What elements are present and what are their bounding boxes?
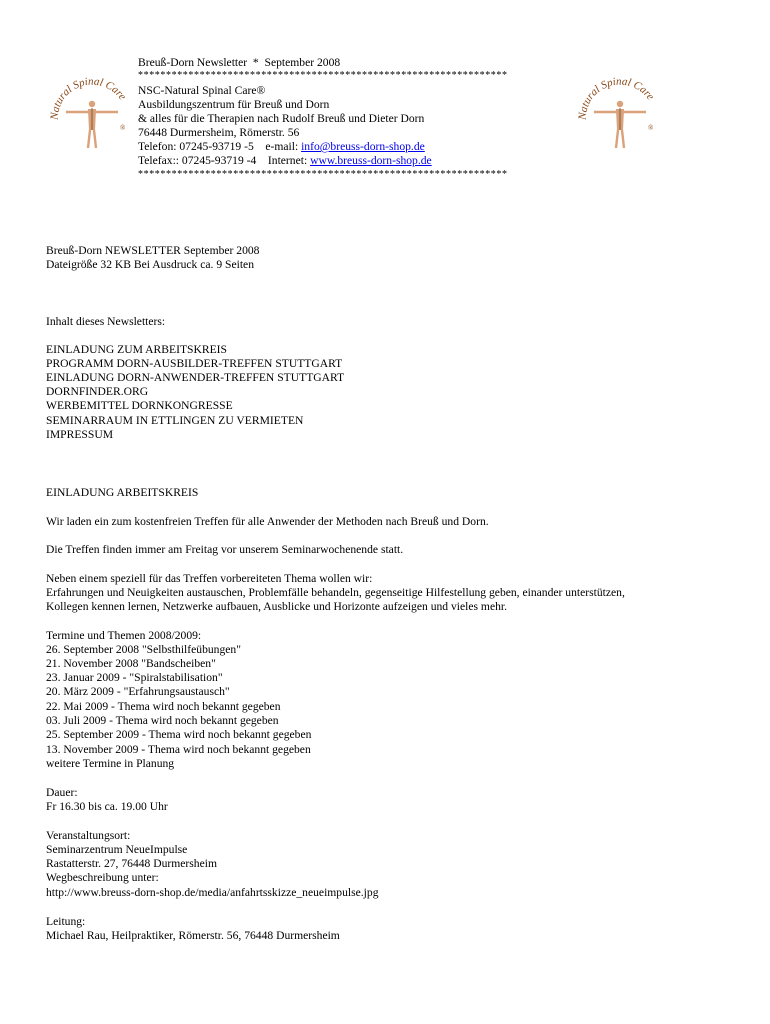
date-item: 25. September 2009 - Thema wird noch bekannt gegeben [46, 728, 312, 741]
newsletter-title-line: Breuß-Dorn Newsletter * September 2008 [138, 56, 341, 69]
logo-mark-right: ® [648, 124, 654, 132]
section-paragraph-2: Die Treffen finden immer am Freitag vor unserem Seminarwochenende statt. [46, 543, 404, 556]
venue-label: Veranstaltungsort: [46, 829, 131, 842]
toc-item: IMPRESSUM [46, 428, 114, 441]
header-stars-bottom: ****************************************************************** [138, 169, 508, 180]
contact-phone-line [138, 140, 425, 154]
section-paragraph-3-line: Kollegen kennen lernen, Netzwerke aufbauen, Ausblicke und Horizonte aufzeigen und vieles mehr. [46, 600, 508, 613]
venue-line: Rastatterstr. 27, 76448 Durmersheim [46, 857, 217, 870]
duration-label: Dauer: [46, 786, 78, 799]
date-item: 03. Juli 2009 - Thema wird noch bekannt gegeben [46, 714, 279, 727]
section-paragraph-3-line: Erfahrungen und Neuigkeiten austauschen, Problemfälle behandeln, gegenseitige Hilfestellung geben, einander unterstützen, [46, 586, 625, 599]
venue-line: Wegbeschreibung unter: [46, 871, 159, 884]
venue-line: Seminarzentrum NeueImpulse [46, 843, 188, 856]
toc-item: PROGRAMM DORN-AUSBILDER-TREFFEN STUTTGART [46, 357, 343, 370]
intro-title: Breuß-Dorn NEWSLETTER September 2008 [46, 244, 260, 257]
logo-mark-left: ® [120, 124, 126, 132]
date-item: 22. Mai 2009 - Thema wird noch bekannt gegeben [46, 700, 281, 713]
venue-directions-url: http://www.breuss-dorn-shop.de/media/anfahrtsskizze_neueimpulse.jpg [46, 886, 379, 899]
logo-text-left: Natural Spinal Care [48, 75, 129, 121]
logo-text-right: Natural Spinal Care [576, 75, 657, 121]
date-item: 23. Januar 2009 - "Spiralstabilisation" [46, 671, 223, 684]
company-address: 76448 Durmersheim, Römerstr. 56 [138, 126, 300, 139]
toc-item: SEMINARRAUM IN ETTLINGEN ZU VERMIETEN [46, 414, 304, 427]
duration-value: Fr 16.30 bis ca. 19.00 Uhr [46, 800, 168, 813]
toc-heading: Inhalt dieses Newsletters: [46, 315, 166, 328]
company-therapies: & alles für die Therapien nach Rudolf Breuß und Dieter Dorn [138, 112, 425, 125]
date-item: weitere Termine in Planung [46, 757, 175, 770]
date-item: 20. März 2009 - "Erfahrungsaustausch" [46, 685, 230, 698]
section-paragraph-3-line: Neben einem speziell für das Treffen vorbereiteten Thema wollen wir: [46, 572, 373, 585]
dates-heading: Termine und Themen 2008/2009: [46, 629, 202, 642]
toc-item: EINLADUNG DORN-ANWENDER-TREFFEN STUTTGART [46, 371, 345, 384]
phone-email-prefix: Telefon: 07245-93719 -5 e-mail: [138, 140, 302, 153]
contact-fax-line [138, 154, 432, 168]
date-item: 13. November 2009 - Thema wird noch bekannt gegeben [46, 743, 311, 756]
website-link[interactable]: www.breuss-dorn-shop.de [310, 154, 432, 167]
natural-spinal-care-logo-right [576, 72, 664, 152]
fax-internet-prefix: Telefax:: 07245-93719 -4 Internet: [138, 154, 311, 167]
date-item: 21. November 2008 "Bandscheiben" [46, 657, 216, 670]
toc-item: WERBEMITTEL DORNKONGRESSE [46, 399, 233, 412]
email-link[interactable]: info@breuss-dorn-shop.de [301, 140, 425, 153]
section-paragraph-1: Wir laden ein zum kostenfreien Treffen für alle Anwender der Methoden nach Breuß und Dorn. [46, 515, 489, 528]
toc-item: EINLADUNG ZUM ARBEITSKREIS [46, 343, 227, 356]
toc-item: DORNFINDER.ORG [46, 385, 149, 398]
lead-label: Leitung: [46, 915, 86, 928]
header-stars-top: ****************************************************************** [138, 70, 508, 81]
company-subtitle: Ausbildungszentrum für Breuß und Dorn [138, 98, 330, 111]
company-name: NSC-Natural Spinal Care® [138, 84, 266, 97]
intro-filesize: Dateigröße 32 KB Bei Ausdruck ca. 9 Seiten [46, 258, 254, 271]
section-heading: EINLADUNG ARBEITSKREIS [46, 486, 199, 499]
natural-spinal-care-logo-left [48, 72, 136, 152]
date-item: 26. September 2008 "Selbsthilfeübungen" [46, 643, 241, 656]
lead-value: Michael Rau, Heilpraktiker, Römerstr. 56, 76448 Durmersheim [46, 929, 340, 942]
